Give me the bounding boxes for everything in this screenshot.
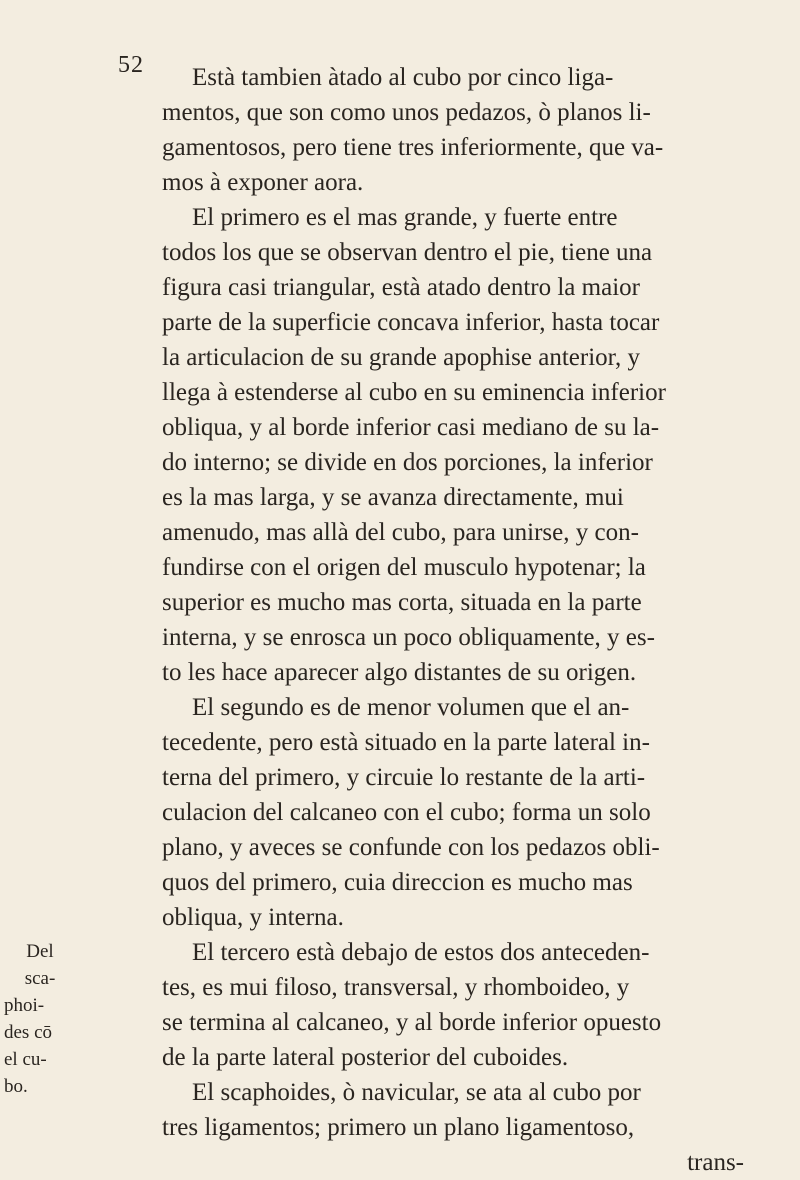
text-line: parte de la superficie concava inferior, hasta tocar	[162, 309, 660, 336]
text-line: tecedente, pero està situado en la parte lateral in-	[162, 729, 650, 756]
text-line: la articulacion de su grande apophise anterior, y	[162, 344, 640, 371]
margin-note-line: Del	[26, 941, 54, 962]
page-number: 52	[118, 52, 144, 78]
text-line: El primero es el mas grande, y fuerte entre	[192, 204, 618, 231]
text-line: fundirse con el origen del musculo hypotenar; la	[162, 554, 646, 581]
margin-note-line: sca-	[24, 968, 56, 989]
text-line: tres ligamentos; primero un plano ligamentoso,	[162, 1114, 635, 1141]
text-line: de la parte lateral posterior del cuboides.	[162, 1044, 569, 1071]
text-line: es la mas larga, y se avanza directamente, mui	[162, 484, 624, 511]
text-line: obliqua, y interna.	[162, 904, 344, 931]
text-line: amenudo, mas allà del cubo, para unirse, y con-	[162, 519, 639, 546]
margin-note	[4, 938, 76, 1100]
text-line: mos à exponer aora.	[162, 169, 364, 196]
text-line: culacion del calcaneo con el cubo; forma un solo	[162, 799, 651, 826]
text-line: El tercero està debajo de estos dos anteceden-	[192, 939, 650, 966]
text-line: todos los que se observan dentro el pie, tiene una	[162, 239, 653, 266]
body-text	[162, 60, 770, 1180]
text-line: figura casi triangular, està atado dentro la maior	[162, 274, 640, 301]
text-line: to les hace aparecer algo distantes de su origen.	[162, 659, 637, 686]
text-line: llega à estenderse al cubo en su eminencia inferior	[162, 379, 666, 406]
text-line: El segundo es de menor volumen que el an-	[192, 694, 630, 721]
text-line: obliqua, y al borde inferior casi mediano de su la-	[162, 414, 660, 441]
text-line: Està tambien àtado al cubo por cinco liga-	[192, 64, 614, 91]
margin-note-line: bo.	[4, 1076, 28, 1097]
text-line: gamentosos, pero tiene tres inferiormente, que va-	[162, 134, 664, 161]
text-line: se termina al calcaneo, y al borde inferior opuesto	[162, 1009, 662, 1036]
text-line: El scaphoides, ò navicular, se ata al cubo por	[192, 1079, 641, 1106]
text-line: plano, y aveces se confunde con los pedazos obli-	[162, 834, 660, 861]
text-line: quos del primero, cuia direccion es mucho mas	[162, 869, 633, 896]
text-line: superior es mucho mas corta, situada en la parte	[162, 589, 642, 616]
margin-note-line: phoi-	[4, 995, 45, 1016]
text-line: interna, y se enrosca un poco obliquamente, y es-	[162, 624, 655, 651]
text-line: do interno; se divide en dos porciones, la inferior	[162, 449, 653, 476]
text-line: terna del primero, y circuie lo restante de la arti-	[162, 764, 646, 791]
catchword: trans-	[687, 1149, 744, 1176]
margin-note-line: el cu-	[4, 1049, 47, 1070]
text-line: mentos, que son como unos pedazos, ò planos li-	[162, 99, 651, 126]
text-line: tes, es mui filoso, transversal, y rhomboideo, y	[162, 974, 630, 1001]
margin-note-line: des cō	[4, 1022, 53, 1043]
